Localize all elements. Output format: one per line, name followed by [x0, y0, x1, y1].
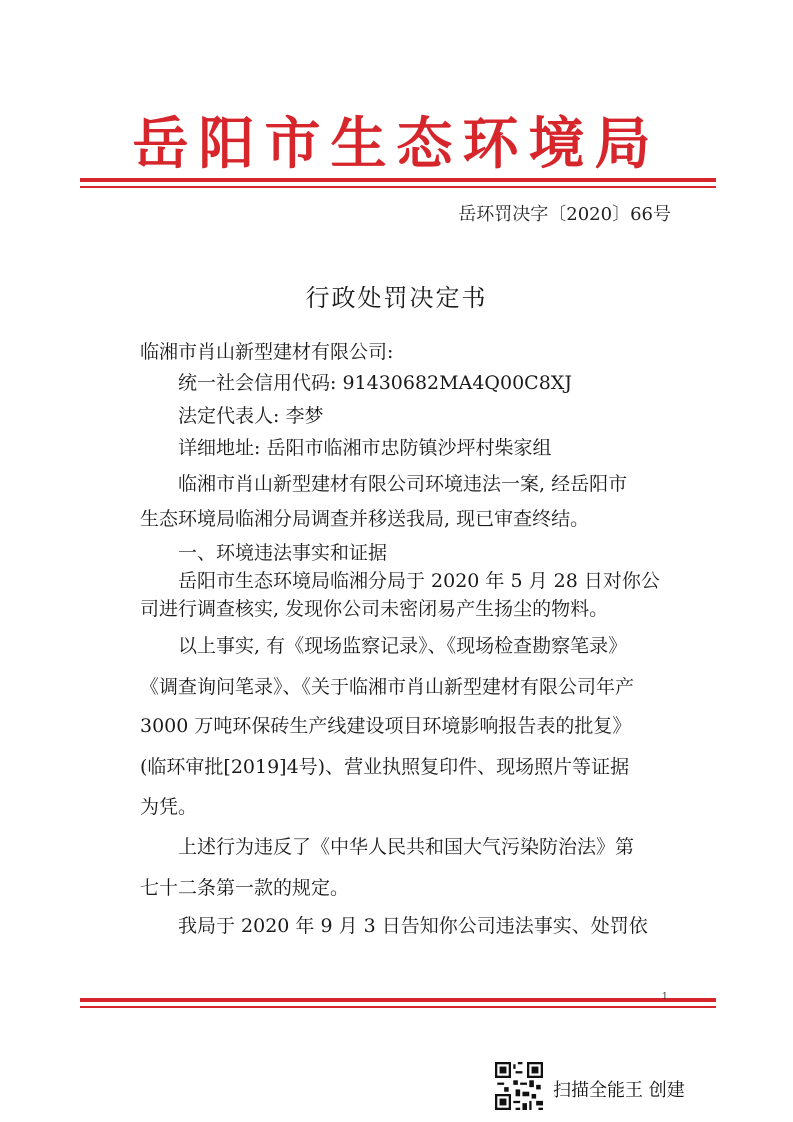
paragraph-line: 我局于 2020 年 9 月 3 日告知你公司违法事实、处罚依: [178, 915, 648, 937]
paragraph-line: (临环审批[2019]4号)、营业执照复印件、现场照片等证据: [140, 756, 630, 778]
paragraph-line: 为凭。: [140, 796, 198, 818]
paragraph-line: 以上事实, 有《现场监察记录》、《现场检查勘察笔录》: [178, 635, 628, 657]
paragraph-line: 《调查询问笔录》、《关于临湘市肖山新型建材有限公司年产: [140, 676, 635, 698]
address: 详细地址: 岳阳市临湘市忠防镇沙坪村柴家组: [178, 437, 552, 459]
scanner-watermark: 扫描全能王 创建: [553, 1080, 685, 1101]
paragraph-line: 上述行为违反了《中华人民共和国大气污染防治法》第: [178, 836, 635, 858]
paragraph-line: 3000 万吨环保砖生产线建设项目环境影响报告表的批复》: [140, 715, 632, 737]
paragraph-line: 七十二条第一款的规定。: [140, 877, 350, 899]
paragraph-line: 临湘市肖山新型建材有限公司环境违法一案, 经岳阳市: [178, 473, 628, 495]
paragraph-line: 司进行调查核实, 发现你公司未密闭易产生扬尘的物料。: [140, 598, 609, 620]
qr-code-icon: [495, 1062, 543, 1110]
footer-rule-thin: [80, 1006, 716, 1008]
agency-name: 岳阳市生态环境局: [132, 111, 661, 177]
legal-representative: 法定代表人: 李梦: [178, 405, 324, 427]
paragraph-line: 生态环境局临湘分局调查并移送我局, 现已审查终结。: [140, 508, 590, 530]
credit-code: 统一社会信用代码: 91430682MA4Q00C8XJ: [178, 372, 572, 394]
section-heading: 一、环境违法事实和证据: [178, 542, 388, 564]
header-rule-thick: [80, 178, 716, 182]
paragraph-line: 岳阳市生态环境局临湘分局于 2020 年 5 月 28 日对你公: [178, 570, 660, 592]
footer-rule-thick: [80, 998, 716, 1002]
document-number: 岳环罚决字〔2020〕66号: [458, 204, 671, 225]
document-title: 行政处罚决定书: [305, 284, 488, 312]
header-rule-thin: [80, 186, 716, 188]
addressee: 临湘市肖山新型建材有限公司:: [140, 341, 394, 363]
page-number: 1: [662, 992, 668, 1002]
